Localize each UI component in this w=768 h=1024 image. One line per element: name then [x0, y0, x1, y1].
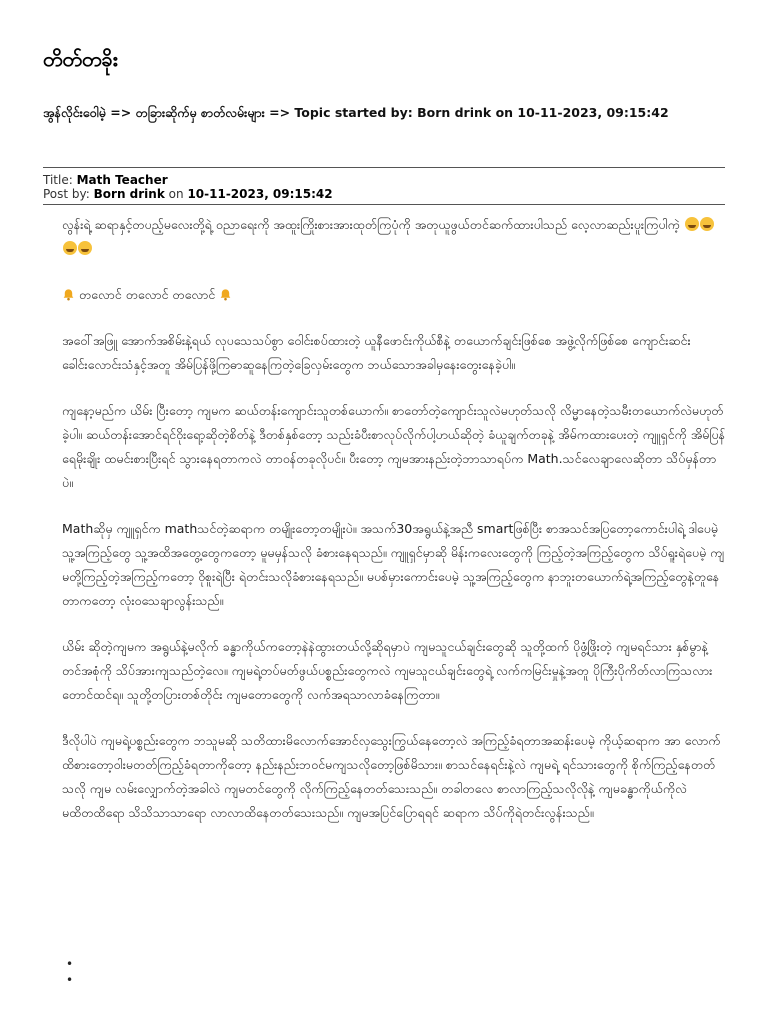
divider-bottom [43, 204, 725, 205]
grinning-face-icon [78, 241, 92, 255]
paragraph-3: အဝေါ်အဖြူ အောက်အစိမ်းနဲ့ရယ် လုပသေသပ်စွာ ဝေါင်းစပ်ထားတဲ့ ယူနီဖောင်းကိုယ်စီနဲ့ တယောက်ချင်းဖြစ်စေ အဖွဲ့လိုက်ဖြစ်စေ ကျောင်းဆင်းခေါင်းလောင်းသံနှင့်အတူ အိမ်ပြန်ဖို့ကြဓာဆူနေကြတဲ့ခြေလှမ်းတွေက ဘယ်သောအခါမှနေးတွေးနေခဲ့ပါ။ [62, 333, 691, 372]
bell-icon [219, 288, 232, 301]
paragraph-intro-text: လွန်းရဲ့ ဆရာနှင့်တပည့်မလေးတို့ရဲ့ ဝညာရေးကို အထူးကြိုးစားအားထုတ်ကြပုံကို အတုယူဖွယ်တင်ဆက်ထားပါသည် လေ့လာဆည်းပူးကြပါကဲ့ [62, 217, 680, 232]
bullet-item: • [66, 973, 74, 987]
post-by-line [43, 187, 333, 201]
title-label: Title: [43, 173, 73, 187]
bell-icon [62, 288, 75, 301]
on-label: on [168, 187, 184, 201]
paragraph-bells [62, 283, 727, 307]
grinning-face-icon [700, 217, 714, 231]
breadcrumb[interactable]: အွန်လိုင်းဝေါမဲ့ => တခြားဆိုက်မှ စာတ်လမ်းများ => Topic started by: Born drink on 10-11-2023, 09:15:42 [43, 105, 669, 120]
paragraph-7: ဒီလိုပါပဲ ကျမရဲ့ပစ္စည်းတွေက ဘသူမဆို သတိထားမိလောက်အောင်လှသွေးကြွယ်နေတော့လဲ အကြည့်ခံရတာအဆန်းပေမဲ့ ကိုယ့်ဆရာက အာ လောက်ထိစားတော့ဝါးမတတ်ကြည့်ခံရတာကိုတော့ နည်းနည်းဘဝင်မကျသလိုတော့ဖြစ်မိသား။ စာသင်နေရင်းနဲ့လဲ ကျမရဲ့ ရင်သားတွေကို စိုက်ကြည့်နေတတ်သလို ကျမ လမ်းလျှောက်တဲ့အခါလဲ ကျမတင်တွေကို လိုက်ကြည့်နေတတ်သေးသည်။ တခါတလေ စာလာကြည့်သလိုလိုနဲ့ ကျမခန္ဓာကိုယ်ကိုလဲ မထိတထိရော သိသိသာသာရော လာလာထိနေတတ်သေးသည်။ ကျမအပြင်ပြောရရင် ဆရာက သိပ်ကိုရဲတင်းလွန်းသည်။ [62, 733, 721, 820]
paragraph-4: ကျနော့မည်က ယိမ်း ပြီးတော့ ကျမက ဆယ်တန်းကျောင်းသူတစ်ယောက်။ စာတော်တဲ့ကျောင်းသူလဲမဟုတ်သလို လိမ္မာနေတဲ့သမီးတယောက်လဲမဟုတ်ခဲ့ပါ။ ဆယ်တန်းအောင်ရင်ဝိုးရော့ဆိုတဲ့စိတ်နဲ့ ဒီတစ်နှစ်တော့ သည်းခံပီးစာလုပ်လိုက်ပါ့ဟယ်ဆိုတဲ့ ခံယူချက်တခုနဲ့ အိမ်ကထားပေးတဲ့ ကျူရှင်ကို အိမ်ပြန်ရေမိုးချိုး ထမင်းစားပြီးရင် သွားနေရတာကလဲ တာဝန်တခုလိုပင်။ ပီးတော့ ကျမအားနည်းတဲ့ဘာသာရပ်က Math.သင်လေချာလေဆိုတာ သိပ်မှန်တာပဲ။ [62, 403, 726, 490]
bell-line-text: တလောင် တလောင် တလောင် [78, 287, 216, 302]
post-date: 10-11-2023, 09:15:42 [187, 187, 333, 201]
post-author[interactable]: Born drink [93, 187, 165, 201]
page-title: တိတ်တခိုး [43, 47, 118, 71]
divider-top [43, 167, 725, 168]
post-title-line [43, 173, 168, 187]
post-body [62, 213, 727, 847]
bullet-item: • [66, 957, 74, 971]
paragraph-5: Mathဆိုမှ ကျူရှင်က mathသင်တဲ့ဆရာက တမျိုးတော့တမျိုးပဲ။ အသက်30အရွယ်နဲ့အညီ smartဖြစ်ပြီး စာအသင်အပြတော့ကောင်းပါရဲ့ ဒါပေမဲ့ သူ့အကြည့်တွေ သူ့အထိအတွေ့တွေကတော့ မူမမှန်သလို ခံစားနေရသည်။ ကျူရှင်မှာဆို မိန်းကလေးတွေကို ကြည့်တဲ့အကြည့်တွေက သိပ်ရူးရဲပေမဲ့ ကျမတို့ကြည့်တဲ့အကြည့်ကတော့ ဝိုစူးရဲပြီး ရဲတင်းသလိုခံစားနေရသည်။ မပစ်မှားကောင်းပေမဲ့ သူ့အကြည့်တွေက နာဘူးတယောက်ရဲ့အကြည့်တွေနဲ့တူနေတာကတော့ လုံးဝသေချာလွန်းသည်။ [62, 521, 725, 608]
paragraph-6: ယိမ်း ဆိုတဲ့ကျမက အရွယ်နဲ့မလိုက် ခန္ဓာကိုယ်ကတော့နဲနဲထွားတယ်လို့ဆိုရမှာပဲ ကျမသူငယ်ချင်းတွေဆို သူတို့ထက် ပိုဖွံ့ဖြိုးတဲ့ ကျမရင်သား နှစ်မွာနဲ့ တင်အစုံကို သိပ်အားကျသည်တဲ့လေ။ ကျမရဲ့တပ်မတ်ဖွယ်ပစ္စည်းတွေကလဲ ကျမသူငယ်ချင်းတွေရဲ့ လက်ကမြင်းမှုနဲ့အတူ ပိုကြီးပိုကိတ်လာကြသလားတောင်ထင်ရ။ သူတို့တပြားတစ်တိုင်း ကျမတောတွေကို လက်အရသာလာခံနေကြတာ။ [62, 639, 713, 702]
grinning-face-icon [63, 241, 77, 255]
post-title: Math Teacher [76, 173, 168, 187]
grinning-face-icon [685, 217, 699, 231]
postby-label: Post by: [43, 187, 90, 201]
bullet-list [66, 958, 73, 986]
paragraph-intro [62, 213, 727, 261]
